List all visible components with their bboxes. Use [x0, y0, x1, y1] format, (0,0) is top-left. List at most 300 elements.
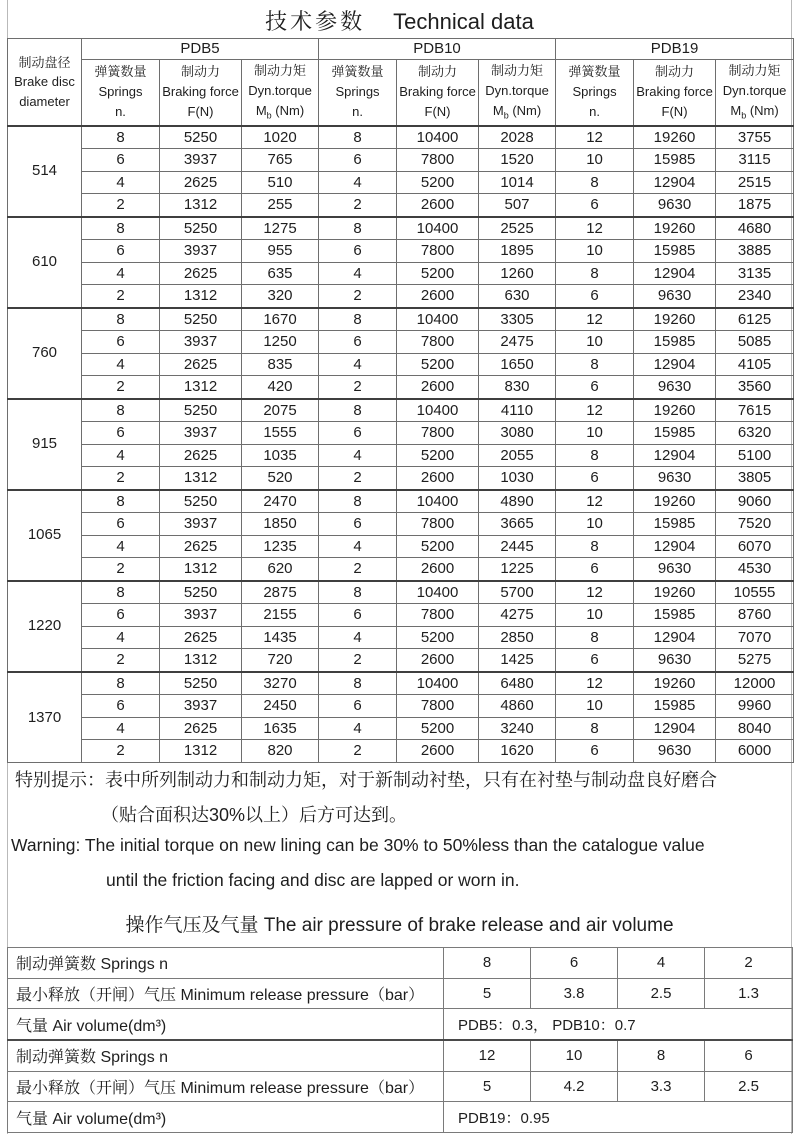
tech-row-514-6: [8, 149, 794, 171]
product-header-pdb10: PDB10: [319, 39, 556, 60]
value-cell: 19260: [634, 581, 716, 604]
value-cell: 3755: [716, 126, 794, 149]
value-cell: 2: [82, 467, 160, 490]
value-cell: 7800: [397, 695, 479, 717]
page-title-en: Technical data: [393, 9, 534, 34]
value-cell: 4: [82, 535, 160, 557]
value-cell: 8: [319, 490, 397, 513]
diameter-cell-1220: 1220: [8, 581, 82, 672]
value-cell: 3270: [242, 672, 319, 695]
value-cell: 8: [319, 217, 397, 240]
value-cell: 9630: [634, 376, 716, 399]
value-cell: 6: [556, 194, 634, 217]
value-cell: 4: [319, 353, 397, 375]
air-value-cell: 4: [618, 948, 705, 979]
value-cell: 2: [319, 558, 397, 581]
value-cell: 5250: [160, 217, 242, 240]
value-cell: 2445: [479, 535, 556, 557]
value-cell: 15985: [634, 513, 716, 535]
value-cell: 10400: [397, 217, 479, 240]
value-cell: 8: [556, 535, 634, 557]
value-cell: 2340: [716, 285, 794, 308]
value-cell: 5250: [160, 126, 242, 149]
value-cell: 4: [82, 444, 160, 466]
value-cell: 2600: [397, 285, 479, 308]
value-cell: 255: [242, 194, 319, 217]
value-cell: 19260: [634, 126, 716, 149]
value-cell: 2625: [160, 262, 242, 284]
value-cell: 2: [82, 649, 160, 672]
page-frame: [7, 0, 792, 1134]
air-value-cell: 3.8: [531, 978, 618, 1009]
value-cell: 2850: [479, 626, 556, 648]
value-cell: 7800: [397, 422, 479, 444]
value-cell: 6480: [479, 672, 556, 695]
value-cell: 5250: [160, 399, 242, 422]
tech-row-1065-8: [8, 490, 794, 513]
value-cell: 7800: [397, 149, 479, 171]
value-cell: 5200: [397, 171, 479, 193]
value-cell: 4: [82, 717, 160, 739]
value-cell: 5200: [397, 444, 479, 466]
value-cell: 3937: [160, 149, 242, 171]
air-row-6: [8, 1102, 793, 1133]
value-cell: 10: [556, 513, 634, 535]
value-cell: 2: [319, 194, 397, 217]
value-cell: 3885: [716, 240, 794, 262]
value-cell: 6: [556, 649, 634, 672]
tech-row-1220-8: [8, 581, 794, 604]
tech-row-915-6: [8, 422, 794, 444]
value-cell: 19260: [634, 490, 716, 513]
value-cell: 6: [556, 558, 634, 581]
value-cell: 8: [82, 490, 160, 513]
value-cell: 10: [556, 149, 634, 171]
value-cell: 15985: [634, 331, 716, 353]
value-cell: 15985: [634, 240, 716, 262]
value-cell: 8: [82, 399, 160, 422]
value-cell: 8: [82, 672, 160, 695]
value-cell: 1850: [242, 513, 319, 535]
value-cell: 12904: [634, 353, 716, 375]
value-cell: 955: [242, 240, 319, 262]
value-cell: 10400: [397, 308, 479, 331]
value-cell: 6125: [716, 308, 794, 331]
value-cell: 2075: [242, 399, 319, 422]
value-cell: 6: [556, 740, 634, 763]
value-cell: 2: [319, 740, 397, 763]
value-cell: 8: [556, 626, 634, 648]
air-value-cell: 12: [444, 1040, 531, 1071]
springs-subheader-pdb10: 弹簧数量 Springs n.: [319, 60, 397, 126]
value-cell: 15985: [634, 604, 716, 626]
value-cell: 4: [319, 444, 397, 466]
value-cell: 3937: [160, 331, 242, 353]
value-cell: 5200: [397, 353, 479, 375]
tech-row-1370-8: [8, 672, 794, 695]
value-cell: 4: [319, 717, 397, 739]
value-cell: 4: [82, 353, 160, 375]
value-cell: 1312: [160, 194, 242, 217]
air-value-cell: 10: [531, 1040, 618, 1071]
air-row-label: 制动弹簧数 Springs n: [8, 1040, 444, 1071]
value-cell: 1225: [479, 558, 556, 581]
value-cell: 1030: [479, 467, 556, 490]
air-value-cell: 6: [531, 948, 618, 979]
torque-subheader-pdb19: 制动力矩 Dyn.torque $M_b$ (Nm): [716, 60, 794, 126]
tech-row-1370-6: [8, 695, 794, 717]
value-cell: 1260: [479, 262, 556, 284]
value-cell: 10: [556, 604, 634, 626]
value-cell: 1250: [242, 331, 319, 353]
value-cell: 1312: [160, 558, 242, 581]
diameter-column-header: [8, 39, 82, 126]
value-cell: 10: [556, 422, 634, 444]
value-cell: 2525: [479, 217, 556, 240]
technical-data-table: [7, 38, 794, 763]
value-cell: 3135: [716, 262, 794, 284]
value-cell: 15985: [634, 695, 716, 717]
air-row-1: [8, 948, 793, 979]
value-cell: 5250: [160, 308, 242, 331]
value-cell: 8: [319, 308, 397, 331]
sub-header-row: [8, 60, 794, 126]
value-cell: 10: [556, 695, 634, 717]
value-cell: 2625: [160, 171, 242, 193]
value-cell: 10400: [397, 126, 479, 149]
value-cell: 15985: [634, 149, 716, 171]
value-cell: 8: [82, 126, 160, 149]
value-cell: 7800: [397, 513, 479, 535]
force-subheader-pdb19: 制动力 Braking force F(N): [634, 60, 716, 126]
value-cell: 12000: [716, 672, 794, 695]
value-cell: 3240: [479, 717, 556, 739]
value-cell: 2515: [716, 171, 794, 193]
value-cell: 8: [319, 126, 397, 149]
page-title-zh: 技术参数: [265, 9, 366, 34]
value-cell: 1312: [160, 649, 242, 672]
value-cell: 6320: [716, 422, 794, 444]
value-cell: 1520: [479, 149, 556, 171]
air-value-cell: 6: [705, 1040, 793, 1071]
value-cell: 4680: [716, 217, 794, 240]
warning-zh-line1: 特别提示：表中所列制动力和制动力矩，对于新制动衬垫，只有在衬垫与制动盘良好磨合: [15, 770, 717, 790]
value-cell: 5200: [397, 717, 479, 739]
value-cell: 2: [319, 467, 397, 490]
diameter-header-zh: 制动盘径: [18, 54, 71, 70]
value-cell: 1312: [160, 467, 242, 490]
air-value-cell: 5: [444, 1071, 531, 1102]
air-value-cell: 2.5: [618, 978, 705, 1009]
product-header-pdb5: PDB5: [82, 39, 319, 60]
value-cell: 7520: [716, 513, 794, 535]
value-cell: 6: [556, 376, 634, 399]
tech-row-1065-2: [8, 558, 794, 581]
tech-row-610-8: [8, 217, 794, 240]
value-cell: 2625: [160, 444, 242, 466]
value-cell: 1650: [479, 353, 556, 375]
value-cell: 2625: [160, 353, 242, 375]
value-cell: 835: [242, 353, 319, 375]
value-cell: 6: [82, 513, 160, 535]
torque-subheader-pdb10: 制动力矩 Dyn.torque $M_b$ (Nm): [479, 60, 556, 126]
tech-row-760-6: [8, 331, 794, 353]
value-cell: 5200: [397, 535, 479, 557]
tech-row-610-6: [8, 240, 794, 262]
value-cell: 12: [556, 581, 634, 604]
value-cell: 7615: [716, 399, 794, 422]
value-cell: 6: [556, 467, 634, 490]
value-cell: 8: [556, 353, 634, 375]
value-cell: 6: [82, 422, 160, 444]
value-cell: 19260: [634, 672, 716, 695]
tech-row-915-8: [8, 399, 794, 422]
diameter-cell-514: 514: [8, 126, 82, 217]
value-cell: 2600: [397, 194, 479, 217]
value-cell: 1620: [479, 740, 556, 763]
diameter-cell-1065: 1065: [8, 490, 82, 581]
air-volume-value-cell: PDB19：0.95: [444, 1102, 793, 1133]
value-cell: 8: [319, 581, 397, 604]
value-cell: 3937: [160, 695, 242, 717]
force-subheader-pdb5: 制动力 Braking force F(N): [160, 60, 242, 126]
value-cell: 420: [242, 376, 319, 399]
air-value-cell: 8: [618, 1040, 705, 1071]
value-cell: 12: [556, 217, 634, 240]
value-cell: 9630: [634, 285, 716, 308]
value-cell: 2625: [160, 626, 242, 648]
value-cell: 1875: [716, 194, 794, 217]
value-cell: 510: [242, 171, 319, 193]
value-cell: 2450: [242, 695, 319, 717]
value-cell: 6000: [716, 740, 794, 763]
tech-row-915-2: [8, 467, 794, 490]
value-cell: 2: [82, 740, 160, 763]
value-cell: 3937: [160, 240, 242, 262]
value-cell: 4: [82, 262, 160, 284]
value-cell: 9630: [634, 649, 716, 672]
value-cell: 830: [479, 376, 556, 399]
value-cell: 7800: [397, 240, 479, 262]
value-cell: 2625: [160, 717, 242, 739]
value-cell: 5700: [479, 581, 556, 604]
tech-row-760-2: [8, 376, 794, 399]
value-cell: 8: [319, 399, 397, 422]
value-cell: 1312: [160, 376, 242, 399]
value-cell: 2: [319, 649, 397, 672]
value-cell: 9630: [634, 467, 716, 490]
value-cell: 3805: [716, 467, 794, 490]
value-cell: 8: [82, 581, 160, 604]
value-cell: 10400: [397, 672, 479, 695]
value-cell: 3937: [160, 422, 242, 444]
value-cell: 8: [82, 217, 160, 240]
value-cell: 320: [242, 285, 319, 308]
value-cell: 5085: [716, 331, 794, 353]
value-cell: 6: [319, 604, 397, 626]
air-row-5: [8, 1071, 793, 1102]
diameter-cell-1370: 1370: [8, 672, 82, 763]
value-cell: 1635: [242, 717, 319, 739]
value-cell: 1670: [242, 308, 319, 331]
air-row-label: 制动弹簧数 Springs n: [8, 948, 444, 979]
air-value-cell: 4.2: [531, 1071, 618, 1102]
value-cell: 9630: [634, 740, 716, 763]
value-cell: 8760: [716, 604, 794, 626]
value-cell: 3115: [716, 149, 794, 171]
value-cell: 7800: [397, 604, 479, 626]
tech-row-760-4: [8, 353, 794, 375]
value-cell: 8: [319, 672, 397, 695]
air-pressure-table: [7, 947, 793, 1133]
value-cell: 1895: [479, 240, 556, 262]
value-cell: 4110: [479, 399, 556, 422]
value-cell: 2: [319, 285, 397, 308]
value-cell: 3080: [479, 422, 556, 444]
springs-subheader-pdb19: 弹簧数量 Springs n.: [556, 60, 634, 126]
air-row-label: 气量 Air volume(dm³): [8, 1009, 444, 1040]
value-cell: 4: [82, 626, 160, 648]
tech-row-1220-2: [8, 649, 794, 672]
value-cell: 19260: [634, 399, 716, 422]
value-cell: 5275: [716, 649, 794, 672]
air-row-label: 最小释放（开闸）气压 Minimum release pressure（bar）: [8, 978, 444, 1009]
air-row-label: 气量 Air volume(dm³): [8, 1102, 444, 1133]
air-row-3: [8, 1009, 793, 1040]
value-cell: 6: [319, 422, 397, 444]
value-cell: 12904: [634, 444, 716, 466]
value-cell: 12: [556, 399, 634, 422]
value-cell: 6: [319, 695, 397, 717]
tech-row-1220-6: [8, 604, 794, 626]
value-cell: 4: [319, 535, 397, 557]
value-cell: 1312: [160, 740, 242, 763]
force-subheader-pdb10: 制动力 Braking force F(N): [397, 60, 479, 126]
value-cell: 12: [556, 308, 634, 331]
value-cell: 635: [242, 262, 319, 284]
value-cell: 2055: [479, 444, 556, 466]
value-cell: 2600: [397, 467, 479, 490]
air-value-cell: 8: [444, 948, 531, 979]
diameter-cell-915: 915: [8, 399, 82, 490]
value-cell: 10400: [397, 581, 479, 604]
air-volume-value-cell: PDB5：0.3， PDB10：0.7: [444, 1009, 793, 1040]
value-cell: 630: [479, 285, 556, 308]
value-cell: 12904: [634, 171, 716, 193]
air-value-cell: 5: [444, 978, 531, 1009]
value-cell: 10: [556, 240, 634, 262]
value-cell: 4890: [479, 490, 556, 513]
value-cell: 4275: [479, 604, 556, 626]
value-cell: 15985: [634, 422, 716, 444]
value-cell: 4: [319, 626, 397, 648]
value-cell: 6: [319, 331, 397, 353]
value-cell: 1425: [479, 649, 556, 672]
value-cell: 6: [556, 285, 634, 308]
value-cell: 5100: [716, 444, 794, 466]
value-cell: 2600: [397, 376, 479, 399]
value-cell: 10400: [397, 490, 479, 513]
diameter-cell-760: 760: [8, 308, 82, 399]
value-cell: 8: [556, 262, 634, 284]
page-title: [8, 5, 791, 36]
tech-row-1065-6: [8, 513, 794, 535]
value-cell: 1555: [242, 422, 319, 444]
value-cell: 4530: [716, 558, 794, 581]
value-cell: 5250: [160, 581, 242, 604]
value-cell: 9060: [716, 490, 794, 513]
value-cell: 2: [82, 285, 160, 308]
value-cell: 19260: [634, 308, 716, 331]
air-value-cell: 2.5: [705, 1071, 793, 1102]
tech-row-514-8: [8, 126, 794, 149]
value-cell: 720: [242, 649, 319, 672]
value-cell: 12904: [634, 262, 716, 284]
tech-row-610-2: [8, 285, 794, 308]
value-cell: 2: [82, 194, 160, 217]
tech-row-915-4: [8, 444, 794, 466]
value-cell: 2600: [397, 740, 479, 763]
air-row-label: 最小释放（开闸）气压 Minimum release pressure（bar）: [8, 1071, 444, 1102]
value-cell: 4: [319, 171, 397, 193]
value-cell: 6: [82, 240, 160, 262]
value-cell: 620: [242, 558, 319, 581]
value-cell: 2: [82, 376, 160, 399]
value-cell: 8040: [716, 717, 794, 739]
value-cell: 10555: [716, 581, 794, 604]
product-header-pdb19: PDB19: [556, 39, 794, 60]
value-cell: 12904: [634, 535, 716, 557]
value-cell: 507: [479, 194, 556, 217]
value-cell: 5200: [397, 262, 479, 284]
value-cell: 1235: [242, 535, 319, 557]
value-cell: 2600: [397, 649, 479, 672]
value-cell: 9630: [634, 194, 716, 217]
value-cell: 6: [319, 513, 397, 535]
diameter-header-en2: diameter: [19, 93, 70, 109]
value-cell: 2600: [397, 558, 479, 581]
value-cell: 8: [556, 171, 634, 193]
value-cell: 2028: [479, 126, 556, 149]
value-cell: 2: [319, 376, 397, 399]
value-cell: 8: [82, 308, 160, 331]
torque-unit-subscript: b: [266, 110, 272, 121]
diameter-cell-610: 610: [8, 217, 82, 308]
value-cell: 12: [556, 490, 634, 513]
value-cell: 3665: [479, 513, 556, 535]
tech-row-1370-2: [8, 740, 794, 763]
value-cell: 6070: [716, 535, 794, 557]
air-pressure-section-title: 操作气压及气量 The air pressure of brake release and air volume: [125, 915, 674, 936]
tech-row-610-4: [8, 262, 794, 284]
value-cell: 5200: [397, 626, 479, 648]
value-cell: 1312: [160, 285, 242, 308]
value-cell: 3937: [160, 513, 242, 535]
air-value-cell: 1.3: [705, 978, 793, 1009]
value-cell: 6: [82, 604, 160, 626]
value-cell: 2625: [160, 535, 242, 557]
value-cell: 6: [319, 240, 397, 262]
value-cell: 3560: [716, 376, 794, 399]
value-cell: 2: [82, 558, 160, 581]
value-cell: 12: [556, 126, 634, 149]
value-cell: 10: [556, 331, 634, 353]
value-cell: 5250: [160, 490, 242, 513]
air-value-cell: 3.3: [618, 1071, 705, 1102]
value-cell: 12: [556, 672, 634, 695]
value-cell: 5250: [160, 672, 242, 695]
torque-subheader-pdb5: 制动力矩 Dyn.torque $M_b$ (Nm): [242, 60, 319, 126]
